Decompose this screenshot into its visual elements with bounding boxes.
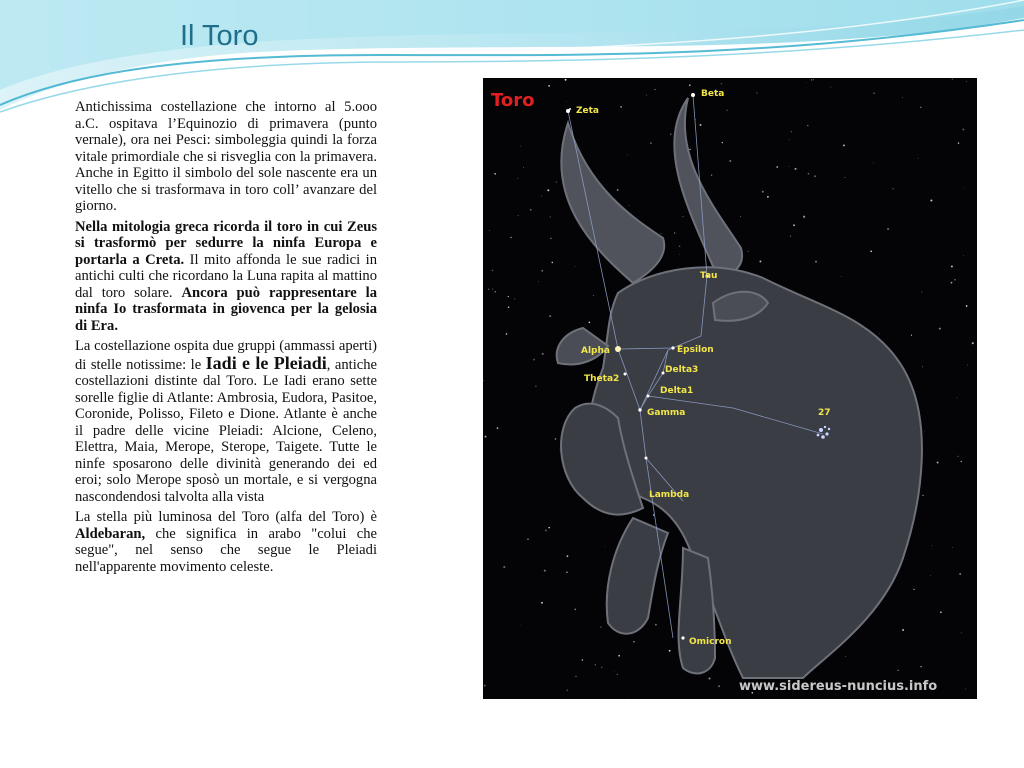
mythology-bold-text-2: Ancora può rappresentare la ninfa Io trasformata in giovenca per la gelosia di Era.: [75, 284, 377, 334]
background-star: [924, 431, 925, 432]
background-star: [952, 547, 953, 548]
background-star: [682, 216, 683, 217]
background-star: [957, 397, 958, 398]
background-star: [530, 209, 532, 211]
background-star: [940, 611, 942, 613]
background-star: [789, 139, 790, 140]
background-star: [549, 315, 551, 317]
background-star: [845, 656, 846, 657]
label-omicron: Omicron: [689, 637, 732, 647]
background-star: [541, 195, 542, 196]
star-omicron: [681, 636, 684, 639]
background-star: [806, 82, 807, 83]
label-theta2: Theta2: [584, 374, 620, 384]
label-epsilon: Epsilon: [677, 345, 714, 355]
background-star: [689, 149, 691, 151]
background-star: [600, 626, 601, 627]
background-star: [920, 666, 921, 667]
background-star: [963, 255, 964, 256]
background-star: [567, 689, 568, 690]
background-star: [542, 270, 543, 271]
background-star: [508, 307, 509, 308]
paragraph-clusters: [75, 338, 377, 505]
slide-title: Il Toro: [180, 20, 259, 52]
background-star: [582, 659, 584, 661]
label-pleiades: 27: [818, 408, 831, 418]
background-star: [762, 191, 764, 193]
background-star: [497, 427, 499, 429]
background-star: [932, 545, 933, 546]
background-star: [814, 175, 816, 177]
background-star: [514, 298, 515, 299]
star-gamma: [638, 408, 641, 411]
background-star: [506, 333, 508, 335]
background-star: [756, 92, 757, 93]
background-star: [893, 188, 894, 189]
background-star: [793, 224, 795, 226]
background-star: [964, 188, 965, 189]
background-star: [605, 546, 606, 547]
star-beta: [691, 93, 695, 97]
background-star: [576, 676, 577, 677]
background-star: [503, 566, 505, 568]
label-tau: Tau: [700, 271, 718, 281]
clusters-text-a: La costellazione ospita due gruppi (ammassi aperti) di stelle notissime: le: [75, 338, 377, 373]
background-star: [544, 570, 546, 572]
background-star: [520, 146, 521, 147]
background-star: [661, 233, 662, 234]
background-star: [911, 335, 912, 336]
background-star: [541, 602, 543, 604]
background-star: [808, 173, 810, 175]
background-star: [521, 625, 522, 626]
background-star: [620, 106, 622, 108]
background-star: [887, 228, 889, 230]
background-star: [601, 667, 602, 668]
background-star: [845, 177, 846, 178]
background-star: [483, 380, 484, 381]
background-star: [494, 291, 496, 293]
background-star: [966, 305, 968, 307]
label-lambda: Lambda: [649, 490, 690, 500]
background-star: [922, 366, 923, 367]
background-star: [813, 79, 814, 80]
background-star: [679, 245, 681, 247]
background-star: [729, 160, 731, 162]
background-star: [618, 655, 620, 657]
background-star: [628, 698, 629, 699]
background-star: [920, 106, 922, 108]
background-star: [627, 154, 628, 155]
background-star: [547, 189, 549, 191]
background-star: [492, 289, 493, 290]
background-star: [593, 295, 594, 296]
background-star: [679, 254, 680, 255]
background-star: [954, 279, 955, 280]
background-star: [841, 276, 842, 277]
background-star: [654, 89, 655, 90]
background-star: [952, 79, 953, 80]
label-delta3: Delta3: [665, 365, 699, 375]
background-star: [689, 84, 691, 86]
star-theta2: [624, 373, 627, 376]
background-star: [790, 235, 791, 236]
aldebaran-text-a: La stella più luminosa del Toro (alfa del Toro) è: [75, 509, 377, 525]
background-star: [494, 173, 496, 175]
mythology-bold-text: Nella mitologia greca ricorda il toro in cui Zeus si trasformò per sedurre la ninfa Europa e portarla a Creta.: [75, 218, 377, 268]
background-star: [939, 328, 941, 330]
background-star: [542, 353, 544, 355]
background-star: [595, 664, 596, 665]
background-star: [508, 296, 509, 297]
aldebaran-bold-text: Aldebaran,: [75, 525, 146, 542]
background-star: [555, 438, 556, 439]
background-star: [566, 572, 568, 574]
bull-silhouette: [557, 98, 922, 678]
background-star: [633, 641, 635, 643]
background-star: [791, 131, 792, 132]
background-star: [897, 670, 898, 671]
body-text: [75, 99, 377, 579]
background-star: [951, 265, 953, 267]
background-star: [959, 573, 961, 575]
background-star: [550, 216, 551, 217]
label-beta: Beta: [701, 89, 725, 99]
background-star: [794, 168, 796, 170]
background-star: [518, 215, 519, 216]
background-star: [523, 167, 524, 168]
background-star: [958, 142, 959, 143]
label-gamma: Gamma: [647, 408, 686, 418]
background-star: [966, 81, 967, 82]
background-star: [699, 124, 701, 126]
paragraph-mythology: [75, 219, 377, 335]
background-star: [726, 110, 727, 111]
background-star: [629, 205, 630, 206]
background-star: [921, 291, 922, 292]
label-zeta: Zeta: [576, 106, 600, 116]
background-star: [951, 282, 953, 284]
background-star: [913, 589, 914, 590]
background-star: [670, 133, 671, 134]
background-star: [740, 216, 741, 217]
background-star: [807, 125, 808, 126]
background-star: [767, 196, 769, 198]
star-lambda: [645, 457, 648, 460]
background-star: [674, 232, 675, 233]
background-star: [961, 632, 962, 633]
label-alpha: Alpha: [581, 346, 610, 356]
background-star: [759, 260, 761, 262]
background-star: [776, 166, 778, 168]
clusters-bold-text: Iadi e le Pleiadi: [205, 352, 327, 373]
background-star: [962, 129, 964, 131]
background-star: [930, 575, 931, 576]
background-star: [722, 142, 723, 143]
paragraph-origin: [75, 99, 377, 215]
background-star: [556, 181, 557, 182]
background-star: [902, 97, 903, 98]
star-delta1: [647, 395, 650, 398]
background-star: [937, 462, 939, 464]
background-star: [922, 495, 923, 496]
background-star: [565, 79, 567, 81]
background-star: [902, 629, 904, 631]
background-star: [811, 79, 812, 80]
background-star: [789, 166, 790, 167]
image-watermark: www.sidereus-nuncius.info: [739, 679, 938, 694]
background-star: [551, 262, 553, 264]
background-star: [550, 238, 552, 240]
background-star: [614, 672, 615, 673]
background-star: [510, 237, 511, 238]
background-star: [533, 359, 535, 361]
background-star: [711, 175, 712, 176]
background-star: [958, 456, 959, 457]
background-star: [492, 270, 494, 272]
background-star: [567, 555, 569, 557]
background-star: [669, 650, 671, 652]
aldebaran-text-b: che significa in arabo "colui che segue", nel senso che segue le Pleiadi nell'apparente movimento celeste.: [75, 525, 377, 575]
constellation-illustration: [483, 78, 977, 699]
background-star: [548, 527, 550, 529]
background-star: [488, 288, 490, 290]
image-title: Toro: [491, 90, 535, 111]
background-star: [559, 449, 560, 450]
background-star: [535, 386, 536, 387]
background-star: [588, 322, 590, 324]
taurus-constellation-image: [483, 78, 977, 699]
mythology-text: Il mito affonda le sue radici in antichi culti che ricordano la Luna rapita al mattino dal toro solare.: [75, 251, 377, 301]
background-star: [527, 538, 529, 540]
background-star: [545, 529, 547, 531]
paragraph-origin-text: Antichissima costellazione che intorno al 5.ooo a.C. ospitava l’Equinozio di primavera (punto vernale), ora nei Pesci: simboleggia quindi la forza vitale primordiale che si risveglia con la primavera. Anche in Egitto il simbolo del sole nascente era un vitello che si trasformava in toro coll’ avanzare del giorno.: [75, 99, 377, 214]
background-star: [831, 87, 832, 88]
paragraph-aldebaran: [75, 509, 377, 575]
background-star: [965, 688, 966, 689]
background-star: [650, 142, 652, 144]
background-star: [538, 281, 539, 282]
background-star: [718, 685, 720, 687]
star-epsilon: [671, 346, 674, 349]
background-star: [517, 178, 518, 179]
background-star: [489, 230, 490, 231]
background-star: [484, 685, 486, 687]
background-star: [873, 162, 874, 163]
background-star: [873, 93, 874, 94]
background-star: [721, 83, 722, 84]
star-alpha: [615, 346, 621, 352]
background-star: [566, 101, 567, 102]
background-star: [574, 609, 575, 610]
clusters-text-b: , antiche costellazioni distinte dal Toro. Le Iadi erano sette sorelle figlie di Atlante: Ambrosia, Eudora, Pasitoe, Coronide, Polisso, Fileto e Dione. Atlante è anche il padre delle vicine Pleiadi: Alcione, Celeno, Elettra, Maia, Merope, Sterope, Taigete. Tutte le ninfe sposarono delle divinità generando dei ed eroi; solo Merope sposò un mortale, e si vergogna nascondendosi talvolta alla vista: [75, 356, 377, 505]
background-star: [646, 95, 647, 96]
background-star: [617, 189, 619, 191]
background-star: [843, 144, 845, 146]
background-star: [870, 250, 872, 252]
background-star: [617, 674, 618, 675]
background-star: [485, 436, 487, 438]
background-star: [972, 342, 974, 344]
background-star: [967, 365, 968, 366]
background-star: [575, 266, 576, 267]
background-star: [961, 461, 962, 462]
background-star: [803, 216, 805, 218]
background-star: [815, 261, 817, 263]
background-star: [918, 158, 919, 159]
label-delta1: Delta1: [660, 386, 694, 396]
background-star: [879, 334, 880, 335]
background-star: [708, 677, 710, 679]
background-star: [548, 85, 550, 87]
background-star: [655, 624, 657, 626]
background-star: [930, 199, 932, 201]
star-zeta: [566, 109, 570, 113]
background-star: [748, 251, 749, 252]
